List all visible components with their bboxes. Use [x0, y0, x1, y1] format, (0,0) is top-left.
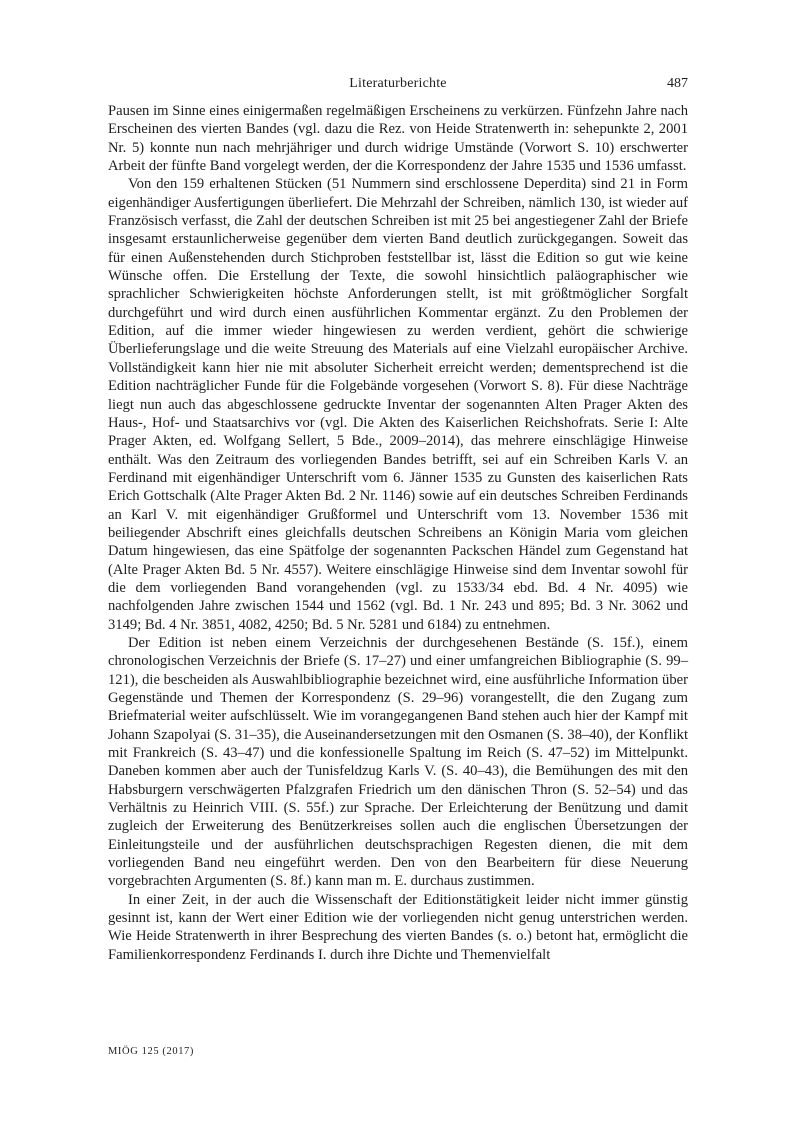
paragraph-1: Pausen im Sinne eines einigermaßen regelmäßigen Erscheinens zu verkürzen. Fünfzehn Jahre nach Erscheinen des vierten Bandes (vgl. dazu die Rez. von Heide Stratenwerth in: sehepunkte 2, 2001 Nr. 5) konnte nun nach mehrjähriger und durch widrige Umstände (Vorwort S. 10) erschwerter Arbeit der fünfte Band vorgelegt werden, der die Korrespondenz der Jahre 1535 und 1536 umfasst.: [108, 103, 688, 175]
body-text: [108, 102, 688, 964]
running-head: [108, 76, 688, 96]
paragraph-2: Von den 159 erhaltenen Stücken (51 Nummern sind erschlossene Deperdita) sind 21 in Form eigenhändiger Ausfertigungen überliefert. Die Mehrzahl der Schreiben, nämlich 130, ist wieder auf Französisch verfasst, die Zahl der deutschen Schreiben ist mit 25 bei angestiegener Zahl der Briefe insgesamt erstaunlicherweise gegenüber dem vierten Band deutlich zurückgegangen. Soweit das für einen Außenstehenden durch Stichproben feststellbar ist, lässt die Edition so gut wie keine Wünsche offen. Die Erstellung der Texte, die sowohl hinsichtlich paläographischer wie sprachlicher Schwierigkeiten höchste Anforderungen stellt, ist mit größtmöglicher Sorgfalt durchgeführt und wird durch einen ausführlichen Kommentar ergänzt. Zu den Problemen der Edition, auf die immer wieder hingewiesen zu werden verdient, gehört die schwierige Überlieferungslage und die weite Streuung des Materials auf eine Vielzahl europäischer Archive. Vollständigkeit kann hier nie mit absoluter Sicherheit erreicht werden; dementsprechend ist die Edition nachträglicher Funde für die Folgebände vorgesehen (Vorwort S. 8). Für diese Nachträge liegt nun auch das abgeschlossene gedruckte Inventar der sogenannten Alten Prager Akten des Haus-, Hof- und Staatsarchivs vor (vgl. Die Akten des Kaiserlichen Reichshofrats. Serie I: Alte Prager Akten, ed. Wolfgang Sellert, 5 Bde., 2009–2014), das mehrere einschlägige Hinweise enthält. Was den Zeitraum des vorliegenden Bandes betrifft, sei auf ein Schreiben Karls V. an Ferdinand mit eigenhändiger Unterschrift vom 6. Jänner 1535 zu Gunsten des kaiserlichen Rats Erich Gottschalk (Alte Prager Akten Bd. 2 Nr. 1146) sowie auf ein deutsches Schreiben Ferdinands an Karl V. mit eigenhändiger Grußformel und Unterschrift vom 13. November 1536 mit beiliegender Abschrift eines gleichfalls deutschen Schreibens an Königin Maria vom gleichen Datum hingewiesen, das eine Spätfolge der sogenannten Packschen Händel zum Gegenstand hat (Alte Prager Akten Bd. 5 Nr. 4557). Weitere einschlägige Hinweise sind dem Inventar sowohl für die dem vorliegenden Band vorangehenden (vgl. zu 1533/34 ebd. Bd. 4 Nr. 4095) wie nachfolgenden Jahre zwischen 1544 und 1562 (vgl. Bd. 1 Nr. 243 und 895; Bd. 3 Nr. 3062 und 3149; Bd. 4 Nr. 3851, 4082, 4250; Bd. 5 Nr. 5281 und 6184) zu entnehmen.: [108, 176, 688, 633]
running-title: Literaturberichte: [349, 76, 447, 91]
paragraph-4: In einer Zeit, in der auch die Wissenschaft der Editionstätigkeit leider nicht immer günstig gesinnt ist, kann der Wert einer Edition wie der vorliegenden nicht genug unterstrichen werden. Wie Heide Stratenwerth in ihrer Besprechung des vierten Bandes (s. o.) betont hat, ermöglicht die Familienkorrespondenz Ferdinands I. durch ihre Dichte und Themenvielfalt: [108, 891, 688, 963]
page-number: 487: [667, 76, 688, 91]
journal-footer: MIÖG 125 (2017): [108, 1046, 194, 1057]
paragraph-3: Der Edition ist neben einem Verzeichnis der durchgesehenen Bestände (S. 15f.), einem chronologischen Verzeichnis der Briefe (S. 17–27) und einer umfangreichen Bibliographie (S. 99–121), die bescheiden als Auswahlbibliographie bezeichnet wird, eine ausführliche Information über Gegenstände und Themen der Korrespondenz (S. 29–96) vorangestellt, die den Zugang zum Briefmaterial weiter aufschlüsselt. Wie im vorangegangenen Band stehen auch hier der Kampf mit Johann Szapolyai (S. 31–35), die Auseinandersetzungen mit den Osmanen (S. 38–40), der Konflikt mit Frankreich (S. 43–47) und die konfessionelle Spaltung im Reich (S. 47–52) im Mittelpunkt. Daneben kommen aber auch der Tunisfeldzug Karls V. (S. 40–43), die Bemühungen des mit den Habsburgern verschwägerten Pfalzgrafen Friedrich um den dänischen Thron (S. 52–54) und das Verhältnis zu Heinrich VIII. (S. 55f.) zur Sprache. Der Erleichterung der Benützung und damit zugleich der Erweiterung des Benützerkreises sollen auch die englischen Übersetzungen der Einleitungsteile und der ausführlichen deutschsprachigen Regesten dienen, die mit dem vorliegenden Band neu eingeführt werden. Den von den Bearbeitern für diese Neuerung vorgebrachten Argumenten (S. 8f.) kann man m. E. durchaus zustimmen.: [108, 634, 688, 890]
